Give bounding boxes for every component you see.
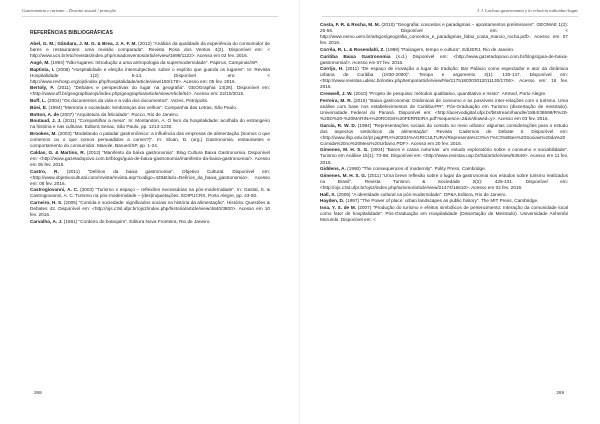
reference-text: (2011) “Debates e perspectivas do lugar na geografia”. GEOGraphia 13(26). Disponível em: <http://www.uff.br/geographia/ojs/index.php/geographia/article/viewArticle/54>. Acesso em: 22/10/2015. [30, 85, 270, 97]
reference-author: Garcia, R. W. D. [320, 122, 357, 128]
reference-author: Hayden, D. [320, 198, 345, 204]
reference-author: Corrijo, H. [320, 66, 344, 72]
reference-author: Caldas, G. & Martins, R. [30, 149, 85, 155]
reference-text: (2004) “Os documentos da vida e a vida dos documentos”. Vozes, Petrópolis. [46, 98, 209, 104]
reference-entry [30, 60, 270, 66]
reference-text: (s.d.) Disponível em: <http://www.gazetadopovo.com.br/blogs/guia-de-baixa-gastronomia/>. Acesso em 07 fev. 2016. [320, 53, 568, 65]
reference-entry [30, 169, 270, 187]
running-header: Gastronomia e turismo – Destino sexual / proteção [22, 8, 116, 13]
reference-author: Creswell, J. W. [320, 91, 353, 97]
reference-entry [320, 98, 568, 122]
reference-list [30, 41, 270, 225]
reference-author: Boff, L. [30, 98, 47, 104]
references-column [320, 22, 568, 224]
reference-author: Bertoly, F. [30, 85, 55, 91]
reference-text: (2011) “Uma breve reflexão sobre o lugar da gastronomia nos estudos sobre turismo realizados no Brasil”. Revista Turismo & Sociedade 2(2): 425-431. Disponível em: <http://ojs.c3sl.ufpr.br/ojs2/index.php/turismo/article/view/21474/16610>. Acesso em 02 fev. 2016. [320, 172, 568, 190]
reference-text: (2003) “Turismo x espaço – reflexões necessárias na pós-modernidade”. In: Gastal, S. & Castrogiovanni, A. C. Turismo na pós-modernidade – (des)inquietações. EDIPUCRS, Porto Alegre, pp. 43-50. [30, 187, 270, 199]
reference-entry [30, 118, 270, 130]
page-number: 269 [556, 390, 564, 395]
reference-entry [320, 22, 568, 46]
reference-author: Gimenes, M. H. S. G. [320, 147, 369, 153]
reference-list [320, 22, 568, 223]
reference-entry [30, 112, 270, 118]
reference-text: (1997) “The Power of place: urban landscapes as public history”. The MIT Press, Cambridge. [344, 198, 539, 204]
reference-author: Curitiba Baixa Gastronomia [320, 53, 391, 59]
reference-entry [320, 147, 568, 165]
reference-author: Baptista, I. [30, 66, 55, 72]
reference-text: (2010) “Geografia: conceitos e paradigmas – apontamentos preliminares”. GEOMAE 1(2): 25-56. Disponível em: < http://www.nemo.uem.br/artigos/geografia_conceitos_e_paradigmas_fabio_costa_marcio_rocha.pdf>. Acesso em 07 fev. 2016. [320, 22, 568, 46]
reference-entry [320, 205, 568, 223]
reference-author: Carneiro, H. S. [30, 200, 63, 206]
reference-author: Castro, R. [30, 168, 59, 174]
reference-text: (2012) “Manifesto da baixa gastronomia”. Blog Cultura Baixa Gastronomia. Disponível em: <http://www.gazetadopovo.com.br/blogs/guia-de-baixa-gastronomia/manifesto-da-baixa-gastronomia/>. Acesso em 05 fev. 2016. [30, 149, 270, 167]
reference-text: (2005) “Comida e sociedade: significados sociais na história da alimentação”. História: Questões & Debates 42. Disponível em: <http://ojs.c3sl.ufpr.br/ojs2/index.php/historia/article/view/4640/3800>. Acesso em 10 fev. 2016. [30, 200, 270, 218]
page-number: 268 [34, 390, 42, 395]
reference-text: (1994) “Não-lugares: Introdução a uma antropologia da supermodernidade”. Papirus, Campinas/SP. [49, 59, 258, 65]
references-column [30, 22, 270, 226]
reference-author: Bóei, E. [30, 104, 48, 110]
reference-entry [320, 91, 568, 97]
reference-entry [320, 54, 568, 66]
reference-author: Corrêa, R. L. & Rosendahl, Z. [320, 46, 385, 52]
reference-author: Giddens, A. [320, 166, 346, 172]
reference-entry [30, 67, 270, 85]
reference-text: (1981) “Cordeiro de botequim”. Editora Nova Fronteira, Rio de Janeiro. [62, 218, 211, 224]
reference-text: (2011) “Compartilhar a mesa”. In: Montandon, A. O livro da hospitalidade: acolhida do estrangeiro na história e nas culturas. Editora Senac, São Paulo, pp. 1213-1230. [30, 118, 270, 130]
reference-entry [320, 192, 568, 198]
reference-text: (1998) “Paisagem, tempo e cultura”. EdUERJ, Rio de Janeiro. [384, 46, 515, 52]
reference-author: Abel, G. M.; Gândara, J. M. G. & Brea, J. A. F. M. [30, 41, 137, 47]
reference-text: (2015) “Baixa gastronomia: Dinâmicas de consumo e as possíveis inter-relações com o turismo. Uma análise com base nos estabelecimentos de Curitiba-PR”. Pós-Graduação em Turismo (dissertação de mestrado). Universidade Federal do Paraná. Disponível em: <http://acervodigital.ufpr.br/bitstream/handle/1884/38698/R%20-%20D%20-%20MARINA%20ROSSI%20FERREIRA.pdf?sequence=2&isAllowed=y>. Acesso em 03 fev. 2016. [320, 97, 569, 121]
running-header: J. I. Laclosa gastronomia y la relación individuo-lugar [476, 8, 578, 13]
reference-text: (2008) “Hospitalidade e eleição intersubjectiva: sobre o espírito que guarda os lugares”. In: Revista Hospitalidade 1(2): 5-14. Disponível em: < http://www.revhosp.org/ojs/index.php/hospitalidade/article/view/150/179>. Acesso em: 05 fev. 2016. [30, 66, 270, 84]
reference-entry [30, 98, 270, 104]
reference-entry [320, 198, 568, 204]
reference-text: (2011) “De espaço de inovação a lugar de tradição: Bar Palácio como espectador e ator da dinâmica urbana de Curitiba (1930-2000)”. Tempo e argumento 3(1): 130-147. Disponível em: <http://www.revistas.udesc.br/index.php/tempo/article/viewFile/2175180303012011130/1706>. Acesso em: 16 fev. 2016. [320, 66, 568, 90]
reference-text: (2012) “Análisis da qualidade da experiência do consumidor de bares e restaurantes: uma revisão comparada”. Revista Rosa dos Ventos 4(2). Disponível em: < http://www.ucs.br/etc/revistas/index.php/rosadosventos/article/view/1699/1122>. Acesso em 02 fev. 2016. [30, 41, 271, 59]
reference-author: Castrogiovanni, A. C. [30, 187, 79, 193]
reference-entry [320, 166, 568, 172]
reference-text: (2003) “Modelando o paladar gastronômico: a influência das empresas de alimentação (Somos o que comemos ou o que somos persuadidos a comer?)”. In: Sloan, D. (org.) Gastronomia, restaurantes e comportamento do consumidor. Manole, Barueri/SP, pp. 1-24. [30, 130, 271, 149]
reference-text: (2007) “Produção do turismo e efeitos simbólicos de pertencimento: Interação da comunidade local como fator de hospitalidade”. Pós-Graduação em Hospitalidade (Dissertação de Mestrado). Universidade Anhembi Morumbi. Disponível em: < [320, 205, 568, 223]
reference-text: (1994) “Memória e sociedade: lembranças dos velhos”. Companhia das Letras, São Paulo. [47, 104, 238, 110]
reference-entry [320, 66, 568, 90]
reference-entry [30, 131, 270, 149]
reference-author: Botton, A. de [30, 111, 59, 117]
reference-text: (2007) “Arquitetura da felicidade”. Rocco, Rio de Janeiro. [59, 111, 179, 117]
reference-entry [30, 200, 270, 218]
section-title: REFERÊNCIAS BIBLIOGRÁFICAS [30, 30, 113, 36]
reference-entry [30, 187, 270, 199]
reference-entry [320, 47, 568, 53]
reference-entry [30, 41, 270, 59]
reference-text: (2010) “Projeto de pesquisa: métodos qualitativo, quantitativo e misto”. Artmed, Porto Alegre. [352, 91, 547, 97]
right-page [300, 0, 600, 424]
reference-entry [30, 85, 270, 97]
reference-entry [30, 219, 270, 225]
reference-text: (2011) “Delírios da baixa gastronomia”. Objetivo Cultural. Disponível em: <http://www.objetivocultural.com/revista/revista.asp?codigo=428&titulo=Delírios_da_baixa_gastronomia>. Acesso em: 08 fev. 2016. [30, 168, 270, 186]
reference-author: Costa, F. R. & Rocha, M. M. [320, 22, 380, 27]
header-rule [22, 16, 278, 17]
reference-entry [320, 123, 568, 147]
reference-author: Hall, S. [320, 191, 336, 197]
reference-author: Carvalho, A. J. [30, 218, 63, 224]
reference-author: Boutaud, J. J. [30, 118, 62, 124]
reference-author: Issa, Y. S. de M. [320, 205, 357, 211]
reference-text: (2004) “Bares e casas noturnas: um estudo exploratório sobre o consumo e sociabilidade”. Turismo em Análise 15(1): 73-88. Disponível em: <http://www.revistas.usp.br/rta/article/view/63649>. Acesso em 11 fev. 2015. [320, 147, 568, 165]
reference-author: Ferreira, M. R. [320, 97, 352, 103]
reference-entry [30, 150, 270, 168]
reference-author: Brookes, M. [30, 130, 57, 136]
reference-text: (1990) “The consequences of modernity”. Polity Press, Cambridge. [345, 166, 487, 172]
reference-author: Augé, M. [30, 59, 50, 65]
reference-entry [30, 105, 270, 111]
header-rule [322, 16, 578, 17]
reference-entry [320, 173, 568, 191]
reference-text: (2006) “A identidade cultural na pós-modernidade”. DP&A Editora, Rio de Janeiro. [335, 191, 507, 197]
reference-text: (1994) “Representações sociais da comida no meio urbano: algumas considerações para o estudo dos aspectos simbólicos da alimentação”. Revista Cadernos de Debate II. Disponível em: <http://www.ifsp.edu.br/pt.pagPRA%20204%AGRICULTURA/Representa%C3%A7%C3%B5es%20Sociais%20da%20Comida%20no%20Meio%20Urbano.PDF>. Acesso em 20 fev. 2016. [320, 122, 569, 146]
reference-author: Gimenes, M. H. S. G. [320, 172, 367, 178]
